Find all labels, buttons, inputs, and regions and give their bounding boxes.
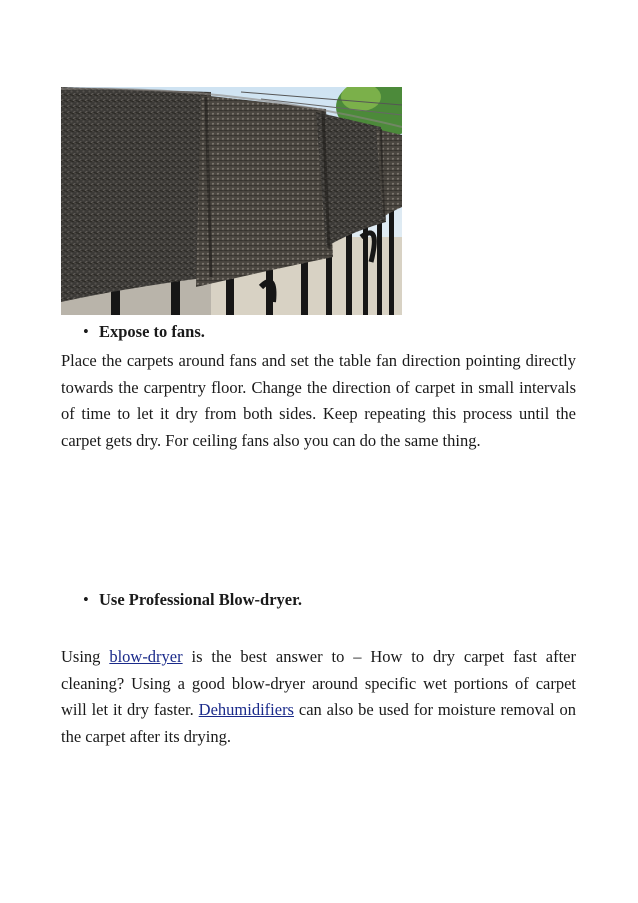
paragraph-text: is the best answer to – How to dry carpet fast after cleaning? Using a good blow-dryer around specific wet portions of carpet will let it dry faster.	[61, 647, 577, 719]
bullet-icon: •	[83, 322, 89, 341]
heading-text: Use Professional Blow-dryer.	[99, 590, 303, 609]
paragraph-text: Using	[61, 647, 110, 666]
bullet-heading-expose-to-fans	[83, 322, 205, 342]
paragraph-expose-to-fans: Place the carpets around fans and set the table fan direction pointing directly towards the carpentry floor. Change the direction of carpet in small intervals of time to let it dry from both sides. Keep repeating this process until the carpet gets dry. For ceiling fans also you can do the same thing.	[61, 351, 576, 450]
heading-text: Expose to fans.	[99, 322, 205, 341]
bullet-heading-blow-dryer	[83, 590, 302, 610]
bullet-icon: •	[83, 590, 89, 609]
dehumidifiers-link[interactable]: Dehumidifiers	[198, 700, 294, 719]
paragraph-text: can also be used for moisture removal on the carpet after its drying.	[61, 700, 576, 746]
carpets-on-railing-photo	[61, 87, 402, 315]
blow-dryer-link[interactable]: blow-dryer	[109, 647, 183, 666]
paragraph-blow-dryer	[61, 644, 576, 750]
